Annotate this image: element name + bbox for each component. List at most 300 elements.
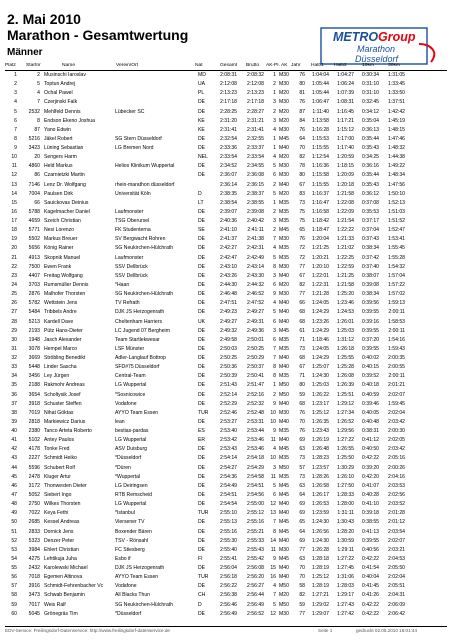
cell-gesamt: 2:54:27	[220, 464, 237, 471]
cell-verein-ort: Esbo if	[115, 555, 131, 562]
cell-name: Ströbling Benedikt	[44, 355, 86, 362]
cell-name: Mehlfeld Dennis	[44, 108, 81, 115]
cell-halb2: 1:26:52	[337, 418, 354, 425]
cell-jahr: 68	[299, 318, 305, 325]
cell-jahr: 70	[299, 574, 305, 581]
cell-ak: M40	[279, 418, 289, 425]
cell-10km: 0:39:08	[362, 281, 379, 288]
cell-nat: TUR	[198, 574, 209, 581]
cell-30km: 1:57:04	[388, 272, 405, 279]
cell-nat: DE	[198, 537, 206, 544]
cell-10km: 0:39:20	[362, 464, 379, 471]
cell-gesamt: 2:50:03	[220, 345, 237, 352]
cell-nat: DE	[198, 327, 206, 334]
cell-gesamt: 2:49:23	[220, 309, 237, 316]
cell-verein-ort: AYYO Team Essen	[115, 574, 159, 581]
cell-nat: DE	[198, 473, 206, 480]
cell-name: Schubert Rolf	[44, 464, 75, 471]
table-row	[0, 501, 452, 509]
cell-ak: M45	[279, 227, 289, 234]
cell-platz: 27	[11, 309, 17, 316]
cell-10km: 0:37:17	[362, 218, 379, 225]
cell-name: Czarnietzki Martin	[44, 172, 85, 179]
cell-ak-pl: 9	[273, 291, 276, 298]
cell-30km: 1:42:42	[388, 108, 405, 115]
cell-gesamt: 2:52:14	[220, 391, 237, 398]
cell-startnr: 8	[37, 117, 40, 124]
cell-name: Wilkes Thorsten	[44, 501, 81, 508]
cell-startnr: 7500	[28, 263, 40, 270]
cell-halb1: 1:26:48	[312, 446, 329, 453]
cell-gesamt: 2:31:20	[220, 117, 237, 124]
cell-jahr: 65	[299, 227, 305, 234]
cell-30km: 1:51:52	[388, 218, 405, 225]
cell-10km: 0:35:44	[362, 172, 379, 179]
cell-10km: 0:41:13	[362, 528, 379, 535]
cell-halb2: 1:15:12	[337, 126, 354, 133]
cell-startnr: 7018	[28, 574, 40, 581]
cell-halb2: 1:08:31	[337, 99, 354, 106]
cell-startnr: 2193	[28, 327, 40, 334]
cell-startnr: 3473	[28, 592, 40, 599]
cell-platz: 2	[14, 81, 17, 88]
table-row	[0, 382, 452, 390]
cell-jahr: 63	[299, 482, 305, 489]
cell-nat: UA	[198, 81, 206, 88]
cell-brutto: 2:50:25	[247, 345, 264, 352]
cell-startnr: 5448	[28, 364, 40, 371]
cell-10km: 0:37:42	[362, 254, 379, 261]
cell-30km: 1:52:13	[388, 199, 405, 206]
table-row	[0, 401, 452, 409]
cell-nat: DE	[198, 281, 206, 288]
cell-30km: 2:00:11	[388, 373, 405, 380]
cell-gesamt: 2:42:27	[220, 245, 237, 252]
cell-name: Nihat Göktas	[44, 409, 74, 416]
cell-verein-ort: RTB Remscheid	[115, 491, 152, 498]
cell-brutto: 2:55:16	[247, 519, 264, 526]
cell-name: Weis Ralf	[44, 601, 66, 608]
cell-ak-pl: 5	[273, 309, 276, 316]
cell-verein-ort: SSV Dellbrück	[115, 272, 148, 279]
cell-nat: DE	[198, 364, 206, 371]
cell-ak-pl: 2	[273, 108, 276, 115]
cell-name: Sengers Harm	[44, 154, 77, 161]
cell-halb2: 1:18:15	[337, 163, 354, 170]
cell-halb1: 1:27:21	[312, 592, 329, 599]
cell-halb2: 1:22:59	[337, 263, 354, 270]
cell-halb2: 1:21:58	[337, 190, 354, 197]
cell-ak-pl: 10	[270, 418, 276, 425]
cell-halb1: 1:24:05	[312, 300, 329, 307]
cell-platz: 50	[11, 519, 17, 526]
cell-ak-pl: 7	[273, 345, 276, 352]
table-row	[0, 483, 452, 491]
cell-30km: 2:00:11	[388, 309, 405, 316]
cell-10km: 0:41:26	[362, 592, 379, 599]
cell-ak-pl: 10	[270, 455, 276, 462]
cell-halb1: 1:29:07	[312, 610, 329, 617]
cell-jahr: 73	[299, 473, 305, 480]
cell-ak-pl: 5	[273, 254, 276, 261]
table-row	[0, 337, 452, 345]
cell-brutto: 2:53:44	[247, 428, 264, 435]
table-row	[0, 465, 452, 473]
cell-gesamt: 2:50:36	[220, 364, 237, 371]
cell-30km: 2:05:16	[388, 455, 405, 462]
cell-brutto: 2:55:43	[247, 546, 264, 553]
cell-halb2: 1:17:21	[337, 117, 354, 124]
cell-name: Toptun Andrej	[44, 81, 76, 88]
cell-verein-ort: AYYO Team Essen	[115, 409, 159, 416]
cell-nat: DE	[198, 491, 206, 498]
table-row	[0, 90, 452, 98]
cell-brutto: 2:50:37	[247, 364, 264, 371]
table-row	[0, 547, 452, 555]
cell-jahr: 77	[299, 610, 305, 617]
cell-startnr: 1948	[28, 336, 40, 343]
cell-10km: 0:40:04	[362, 574, 379, 581]
cell-verein-ort: Universität Köln	[115, 190, 151, 197]
cell-jahr: 84	[299, 117, 305, 124]
cell-halb1: 1:24:29	[312, 355, 329, 362]
cell-startnr: 3984	[28, 546, 40, 553]
cell-30km: 1:47:56	[388, 181, 405, 188]
cell-name: Kessel Andreas	[44, 519, 80, 526]
table-row	[0, 529, 452, 537]
table-row	[0, 364, 452, 372]
cell-halb1: 1:15:55	[312, 181, 329, 188]
cell-platz: 20	[11, 245, 17, 252]
cell-name: Tribbels Andre	[44, 309, 77, 316]
cell-startnr: 4	[37, 90, 40, 97]
cell-jahr: 59	[299, 601, 305, 608]
cell-platz: 58	[11, 592, 17, 599]
cell-30km: 2:03:21	[388, 546, 405, 553]
cell-verein-ort: *Wuppertal	[115, 473, 141, 480]
cell-startnr: 86	[34, 172, 40, 179]
cell-halb2: 1:27:22	[337, 555, 354, 562]
cell-platz: 30	[11, 336, 17, 343]
cell-brutto: 2:32:55	[247, 135, 264, 142]
cell-name: Schmidt Heiko	[44, 455, 77, 462]
cell-startnr: 2188	[28, 382, 40, 389]
cell-jahr: 68	[299, 355, 305, 362]
cell-name: Paulsen Dirk	[44, 190, 73, 197]
cell-jahr: 69	[299, 501, 305, 508]
svg-text:Düsseldorf: Düsseldorf	[355, 54, 399, 64]
cell-halb1: 1:23:59	[312, 510, 329, 517]
cell-halb2: 1:25:28	[337, 364, 354, 371]
cell-halb1: 1:22:01	[312, 272, 329, 279]
cell-platz: 6	[14, 117, 17, 124]
column-header-startnr: Startnr	[26, 63, 41, 68]
cell-jahr: 61	[299, 327, 305, 334]
cell-jahr: 77	[299, 546, 305, 553]
cell-brutto: 2:36:08	[247, 172, 264, 179]
cell-gesamt: 2:46:48	[220, 291, 237, 298]
cell-brutto: 2:12:08	[247, 81, 264, 88]
cell-jahr: 71	[299, 336, 305, 343]
cell-10km: 0:41:07	[362, 482, 379, 489]
cell-startnr: 5	[37, 81, 40, 88]
cell-ak-pl: 4	[273, 245, 276, 252]
cell-halb1: 1:21:28	[312, 291, 329, 298]
table-row	[0, 492, 452, 500]
cell-name: Ochal Pawel	[44, 90, 73, 97]
cell-nat: DE	[198, 336, 206, 343]
cell-nat: DE	[198, 108, 206, 115]
cell-halb2: 1:26:55	[337, 446, 354, 453]
cell-30km: 2:01:28	[388, 510, 405, 517]
table-row	[0, 428, 452, 436]
cell-ak-pl: 1	[273, 135, 276, 142]
svg-text:Group: Group	[378, 30, 416, 44]
cell-10km: 0:36:16	[362, 163, 379, 170]
cell-nat: DE	[198, 546, 206, 553]
cell-nat: DE	[198, 309, 206, 316]
table-row	[0, 346, 452, 354]
table-row	[0, 109, 452, 117]
cell-gesamt: 2:53:40	[220, 428, 237, 435]
cell-startnr: 3078	[28, 345, 40, 352]
cell-30km: 1:51:03	[388, 208, 405, 215]
cell-30km: 2:01:12	[388, 519, 405, 526]
table-row	[0, 309, 452, 317]
cell-startnr: 2227	[28, 455, 40, 462]
cell-10km: 0:34:25	[362, 154, 379, 161]
cell-ak-pl: 4	[273, 446, 276, 453]
cell-ak-pl: 6	[273, 336, 276, 343]
cell-halb1: 1:18:46	[312, 336, 329, 343]
cell-ak: M35	[279, 428, 289, 435]
cell-10km: 0:42:20	[362, 473, 379, 480]
cell-gesamt: 2:54:14	[220, 455, 237, 462]
cell-ak: M45	[279, 491, 289, 498]
cell-gesamt: 2:13:23	[220, 90, 237, 97]
cell-platz: 12	[11, 172, 17, 179]
cell-30km: 2:01:21	[388, 382, 405, 389]
cell-brutto: 2:52:32	[247, 400, 264, 407]
cell-ak: M30	[279, 409, 289, 416]
cell-10km: 0:39:55	[362, 327, 379, 334]
cell-halb1: 1:25:07	[312, 364, 329, 371]
cell-gesamt: 2:43:10	[220, 263, 237, 270]
cell-ak-pl: 12	[270, 610, 276, 617]
cell-name: Rakmohr Andreas	[44, 382, 85, 389]
cell-platz: 21	[11, 254, 17, 261]
cell-ak: M40	[279, 145, 289, 152]
cell-name: Ehlert Christian	[44, 546, 79, 553]
cell-verein-ort: SG Neukirchen-Hülchrath	[115, 291, 174, 298]
cell-ak-pl: 5	[273, 601, 276, 608]
cell-startnr: 5656	[28, 245, 40, 252]
cell-halb2: 1:20:18	[337, 181, 354, 188]
cell-name: Malhofer Thorsten	[44, 291, 86, 298]
cell-platz: 46	[11, 482, 17, 489]
cell-ak: M50	[279, 382, 289, 389]
cell-gesamt: 2:55:40	[220, 546, 237, 553]
cell-ak-pl: 8	[273, 373, 276, 380]
table-row	[0, 437, 452, 445]
cell-platz: 33	[11, 364, 17, 371]
cell-halb2: 1:25:03	[337, 327, 354, 334]
cell-jahr: 73	[299, 455, 305, 462]
table-row	[0, 136, 452, 144]
cell-gesamt: 2:33:36	[220, 145, 237, 152]
cell-30km: 1:53:41	[388, 236, 405, 243]
cell-halb1: 1:25:12	[312, 409, 329, 416]
table-row	[0, 300, 452, 308]
cell-ak: M35	[279, 336, 289, 343]
cell-ak: M45	[279, 555, 289, 562]
cell-name: Kagelmacher Daniel	[44, 208, 90, 215]
cell-verein-ort: LG Deiringsen	[115, 482, 148, 489]
cell-jahr: 80	[299, 172, 305, 179]
cell-ak: M30	[279, 81, 289, 88]
cell-30km: 2:03:42	[388, 418, 405, 425]
cell-brutto: 2:56:49	[247, 601, 264, 608]
table-row	[0, 118, 452, 126]
cell-10km: 0:37:40	[362, 263, 379, 270]
cell-verein-ort: SG Stern Düsseldorf	[115, 135, 162, 142]
cell-verein-ort: Viersener TV	[115, 519, 145, 526]
cell-jahr: 71	[299, 373, 305, 380]
cell-brutto: 2:31:21	[247, 117, 264, 124]
cell-verein-ort: *Haan	[115, 281, 130, 288]
cell-ak-pl: 7	[273, 236, 276, 243]
cell-10km: 0:39:55	[362, 537, 379, 544]
cell-30km: 2:03:52	[388, 501, 405, 508]
cell-jahr: 65	[299, 519, 305, 526]
cell-ak-pl: 6	[273, 172, 276, 179]
cell-startnr: 2876	[28, 291, 40, 298]
cell-30km: 2:05:50	[388, 565, 405, 572]
column-header-platz: Platz	[5, 63, 16, 68]
cell-startnr: 7	[37, 99, 40, 106]
table-row	[0, 592, 452, 600]
cell-nat: DE	[198, 300, 206, 307]
cell-verein-ort: TV Refrath	[115, 300, 140, 307]
cell-brutto: 2:54:56	[247, 491, 264, 498]
cell-ak: M20	[279, 592, 289, 599]
table-row	[0, 565, 452, 573]
cell-halb1: 1:22:31	[312, 281, 329, 288]
cell-nat: DE	[198, 455, 206, 462]
cell-nat: D	[198, 601, 202, 608]
cell-gesamt: 2:55:16	[220, 528, 237, 535]
cell-halb1: 1:04:04	[312, 72, 329, 78]
cell-10km: 0:40:50	[362, 446, 379, 453]
cell-nat: ER	[198, 437, 206, 444]
cell-startnr: 2432	[28, 565, 40, 572]
cell-jahr: 73	[299, 199, 305, 206]
cell-startnr: 4659	[28, 218, 40, 225]
cell-halb1: 1:24:05	[312, 345, 329, 352]
cell-platz: 54	[11, 555, 17, 562]
cell-ak: M40	[279, 574, 289, 581]
cell-halb1: 1:26:56	[312, 528, 329, 535]
cell-brutto: 2:47:52	[247, 300, 264, 307]
cell-halb2: 1:21:54	[337, 218, 354, 225]
cell-halb1: 1:24:29	[312, 327, 329, 334]
cell-halb1: 1:05:44	[312, 90, 329, 97]
cell-halb2: 1:17:40	[337, 145, 354, 152]
cell-halb1: 1:11:40	[312, 108, 329, 115]
cell-platz: 39	[11, 418, 17, 425]
cell-name: Keya Fethi	[44, 510, 69, 517]
cell-halb1: 1:16:58	[312, 208, 329, 215]
cell-verein-ort: TSG Oberursel	[115, 218, 150, 225]
cell-jahr: 63	[299, 555, 305, 562]
cell-halb1: 1:13:58	[312, 117, 329, 124]
cell-halb2: 1:28:20	[337, 528, 354, 535]
cell-ak-pl: 7	[273, 355, 276, 362]
cell-10km: 0:38:34	[362, 245, 379, 252]
cell-30km: 2:02:07	[388, 391, 405, 398]
cell-verein-ort: lean	[115, 418, 125, 425]
cell-startnr: 7019	[28, 409, 40, 416]
cell-halb2: 1:22:22	[337, 227, 354, 234]
cell-name: Nesi Lorenzo	[44, 227, 75, 234]
cell-nat: CH	[198, 592, 206, 599]
cell-brutto: 2:55:33	[247, 537, 264, 544]
column-header-verein-ort: Verein/Ort	[116, 63, 139, 68]
cell-ak: M40	[279, 181, 289, 188]
cell-platz: 34	[11, 373, 17, 380]
cell-10km: 0:40:18	[362, 382, 379, 389]
cell-brutto: 2:51:47	[247, 382, 264, 389]
cell-name: Kardell Dave	[44, 318, 74, 325]
cell-halb2: 1:26:18	[337, 345, 354, 352]
cell-halb2: 1:23:46	[337, 300, 354, 307]
cell-ak: M35	[279, 245, 289, 252]
cell-verein-ort: LG Bremen Nord	[115, 145, 154, 152]
cell-30km: 2:00:11	[388, 327, 405, 334]
cell-startnr: 2818	[28, 418, 40, 425]
cell-startnr: 5596	[28, 464, 40, 471]
cell-startnr: 4860	[28, 163, 40, 170]
cell-brutto: 2:28:27	[247, 108, 264, 115]
cell-verein-ort: bestias-pardas	[115, 428, 149, 435]
cell-30km: 1:59:45	[388, 400, 405, 407]
cell-platz: 23	[11, 272, 17, 279]
cell-nat: NEL	[198, 154, 208, 161]
cell-ak-pl: 5	[273, 190, 276, 197]
cell-jahr: 69	[299, 537, 305, 544]
cell-name: Antey Paulos	[44, 437, 75, 444]
table-row	[0, 227, 452, 235]
table-row	[0, 145, 452, 153]
cell-ak: M40	[279, 565, 289, 572]
cell-gesamt: 2:28:25	[220, 108, 237, 115]
cell-platz: 28	[11, 318, 17, 325]
cell-10km: 0:40:15	[362, 364, 379, 371]
cell-name: Kluger Artur	[44, 473, 71, 480]
cell-10km: 0:36:13	[362, 126, 379, 133]
cell-10km: 0:31:10	[362, 90, 379, 97]
cell-platz: 3	[14, 90, 17, 97]
cell-platz: 14	[11, 190, 17, 197]
cell-ak: M40	[279, 501, 289, 508]
cell-brutto: 2:33:54	[247, 154, 264, 161]
cell-ak-pl: 8	[273, 528, 276, 535]
cell-30km: 1:57:02	[388, 291, 405, 298]
cell-name: Schwab Benjamin	[44, 592, 85, 599]
cell-brutto: 2:53:46	[247, 437, 264, 444]
cell-name: Endson Ekeno Joshua	[44, 117, 95, 124]
cell-ak-pl: 3	[273, 272, 276, 279]
